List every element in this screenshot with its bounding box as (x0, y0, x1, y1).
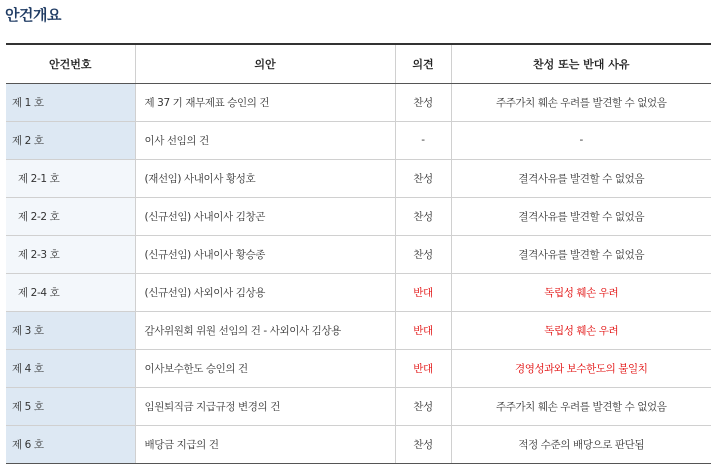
table-row (6, 425, 711, 463)
agenda-number-cell: 제 6 호 (6, 425, 135, 463)
agenda-number-cell: 제 2-2 호 (6, 197, 135, 235)
header-agenda-number: 안건번호 (6, 44, 135, 83)
table-row (6, 349, 711, 387)
header-reason: 찬성 또는 반대 사유 (451, 44, 711, 83)
agenda-number-cell: 제 5 호 (6, 387, 135, 425)
opinion-cell: - (395, 121, 451, 159)
reason-cell: 주주가치 훼손 우려를 발견할 수 없었음 (451, 83, 711, 121)
opinion-cell: 찬성 (395, 159, 451, 197)
agenda-cell: 감사위원회 위원 선임의 건 - 사외이사 김상용 (135, 311, 395, 349)
agenda-number-cell: 제 2-3 호 (6, 235, 135, 273)
opinion-cell: 반대 (395, 311, 451, 349)
agenda-table (6, 43, 711, 464)
agenda-cell: (신규선임) 사외이사 김상용 (135, 273, 395, 311)
header-agenda: 의안 (135, 44, 395, 83)
table-row (6, 235, 711, 273)
agenda-cell: (신규선임) 사내이사 황승종 (135, 235, 395, 273)
table-row (6, 387, 711, 425)
table-header-row (6, 44, 711, 83)
table-row (6, 273, 711, 311)
reason-cell: 결격사유를 발견할 수 없었음 (451, 235, 711, 273)
reason-cell: 독립성 훼손 우려 (451, 273, 711, 311)
reason-cell: 결격사유를 발견할 수 없었음 (451, 159, 711, 197)
agenda-number-cell: 제 4 호 (6, 349, 135, 387)
table-row (6, 311, 711, 349)
agenda-cell: (신규선임) 사내이사 김창곤 (135, 197, 395, 235)
agenda-number-cell: 제 1 호 (6, 83, 135, 121)
reason-cell: - (451, 121, 711, 159)
agenda-cell: 제 37 기 재무제표 승인의 건 (135, 83, 395, 121)
table-row (6, 121, 711, 159)
reason-cell: 경영성과와 보수한도의 불일치 (451, 349, 711, 387)
agenda-cell: 이사보수한도 승인의 건 (135, 349, 395, 387)
reason-cell: 결격사유를 발견할 수 없었음 (451, 197, 711, 235)
opinion-cell: 찬성 (395, 425, 451, 463)
agenda-cell: (재선임) 사내이사 황성호 (135, 159, 395, 197)
reason-cell: 주주가치 훼손 우려를 발견할 수 없었음 (451, 387, 711, 425)
agenda-number-cell: 제 2 호 (6, 121, 135, 159)
table-row (6, 197, 711, 235)
agenda-number-cell: 제 3 호 (6, 311, 135, 349)
section-title: 안건개요 (5, 6, 61, 24)
reason-cell: 독립성 훼손 우려 (451, 311, 711, 349)
header-opinion: 의견 (395, 44, 451, 83)
table-row (6, 159, 711, 197)
table-row (6, 83, 711, 121)
opinion-cell: 찬성 (395, 387, 451, 425)
agenda-cell: 배당금 지급의 건 (135, 425, 395, 463)
opinion-cell: 찬성 (395, 83, 451, 121)
opinion-cell: 반대 (395, 349, 451, 387)
agenda-cell: 이사 선임의 건 (135, 121, 395, 159)
agenda-number-cell: 제 2-4 호 (6, 273, 135, 311)
opinion-cell: 찬성 (395, 197, 451, 235)
opinion-cell: 찬성 (395, 235, 451, 273)
agenda-number-cell: 제 2-1 호 (6, 159, 135, 197)
opinion-cell: 반대 (395, 273, 451, 311)
reason-cell: 적정 수준의 배당으로 판단됨 (451, 425, 711, 463)
agenda-cell: 임원퇴직금 지급규정 변경의 건 (135, 387, 395, 425)
